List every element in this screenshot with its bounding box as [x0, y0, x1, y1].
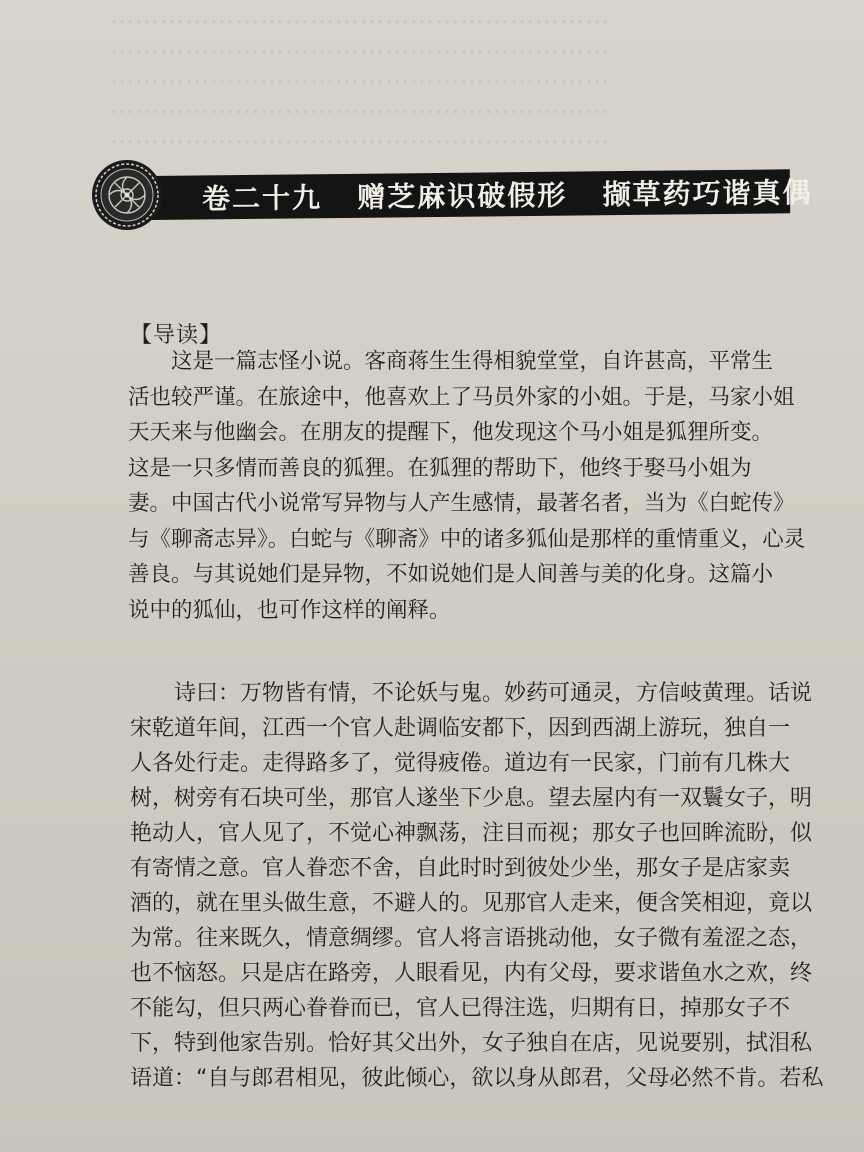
story-line: 人各处行走。走得路多了，觉得疲倦。道边有一民家，门前有几株大	[130, 751, 791, 776]
chapter-banner	[150, 169, 813, 220]
story-line: 酒的，就在里头做生意，不避人的。见那官人走来，便含笑相迎，竟以	[130, 891, 813, 916]
story-line: 诗曰：万物皆有情，不论妖与鬼。妙药可通灵，方信岐黄理。话说	[130, 681, 813, 706]
story-line: 有寄情之意。官人眷恋不舍，自此时时到彼处少坐，那女子是店家卖	[130, 856, 791, 881]
story-line: 语道：“自与郎君相见，彼此倾心，欲以身从郎君，父母必然不肯。若私	[130, 1066, 824, 1091]
intro-line: 说中的狐仙，也可作这样的阐释。	[128, 597, 451, 623]
story-line: 也不恼怒。只是店在路旁，人眼看见，内有父母，要求谐鱼水之欢，终	[130, 961, 813, 986]
story-line: 树，树旁有石块可坐，那官人遂坐下少息。望去屋内有一双鬟女子，明	[130, 786, 813, 811]
bleed-through-text	[110, 0, 864, 170]
bleed-line: ……………………………………………………	[110, 121, 610, 149]
ornament-medallion-icon	[90, 158, 164, 232]
story-line: 宋乾道年间，江西一个官人赴调临安都下，因到西湖上游玩，独自一	[130, 716, 791, 741]
intro-heading: 【导读】	[130, 323, 223, 348]
intro-line: 这是一篇志怪小说。客商蒋生生得相貌堂堂，自许甚高，平常生	[128, 349, 774, 374]
story-line: 为常。往来既久，情意绸缪。官人将言语挑动他，女子微有羞涩之态，	[130, 926, 813, 951]
bleed-line: ……………………………………………………	[110, 91, 610, 119]
bleed-line: ……………………………………………………	[110, 31, 610, 59]
intro-line: 与《聊斋志异》。白蛇与《聊斋》中的诸多狐仙是那样的重情重义，心灵	[128, 526, 806, 552]
story-line: 不能勾，但只两心眷眷而已，官人已得注选，归期有日，掉那女子不	[130, 996, 791, 1021]
intro-line: 妻。中国古代小说常写异物与人产生感情，最著名者，当为《白蛇传》	[128, 491, 795, 516]
intro-line: 天天来与他幽会。在朋友的提醒下，他发现这个马小姐是狐狸所变。	[128, 420, 774, 445]
intro-line: 这是一只多情而善良的狐狸。在狐狸的帮助下，他终于娶马小姐为	[128, 455, 752, 481]
chapter-title: 卷二十九 赠芝麻识破假形 撷草药巧谐真偶	[201, 176, 813, 216]
intro-paragraph	[128, 344, 806, 628]
story-line: 下，特到他家告别。恰好其父出外，女子独自在店，见说要别，拭泪私	[130, 1031, 813, 1056]
bleed-line: ……………………………………………………	[110, 61, 610, 89]
story-paragraph	[130, 676, 824, 1096]
intro-line: 善良。与其说她们是异物，不如说她们是人间善与美的化身。这篇小	[128, 562, 774, 587]
story-line: 艳动人，官人见了，不觉心神飘荡，注目而视；那女子也回眸流盼，似	[130, 821, 813, 846]
intro-line: 活也较严谨。在旅途中，他喜欢上了马员外家的小姐。于是，马家小姐	[128, 384, 795, 410]
bleed-line: ……………………………………………………	[110, 1, 610, 29]
